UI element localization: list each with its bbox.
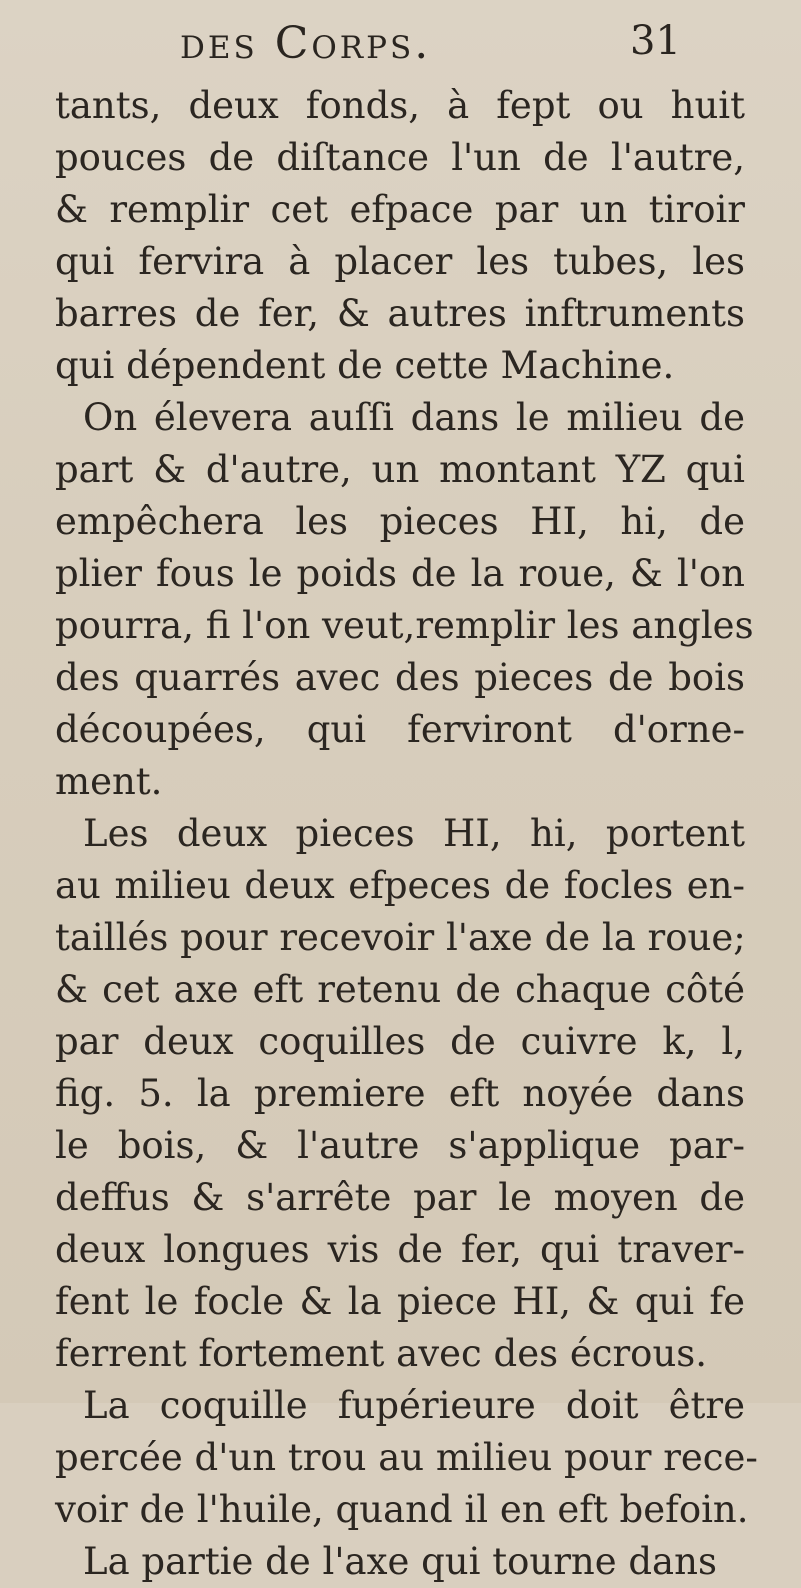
text-line: fig. 5. la premiere eft noyée dans	[55, 1072, 745, 1115]
text-line: qui dépendent de cette Machine.	[55, 344, 675, 387]
text-line: taillés pour recevoir l'axe de la roue;	[55, 916, 746, 959]
text-line: deffus & s'arrête par le moyen de	[55, 1176, 745, 1219]
running-title: des Corps.	[180, 18, 432, 69]
running-header	[0, 18, 801, 68]
text-line: le bois, & l'autre s'applique par-	[55, 1124, 745, 1167]
text-line: La partie de l'axe qui tourne dans	[83, 1540, 717, 1583]
text-line: & remplir cet efpace par un tiroir	[55, 188, 745, 231]
text-line: & cet axe eft retenu de chaque côté	[55, 968, 745, 1011]
text-line: pouces de diſtance l'un de l'autre,	[55, 136, 745, 179]
text-line: découpées, qui ferviront d'orne-	[55, 708, 745, 751]
text-line: barres de fer, & autres inftruments	[55, 292, 745, 335]
text-line: au milieu deux efpeces de focles en-	[55, 864, 745, 907]
text-line: Les deux pieces HI, hi, portent	[83, 812, 745, 855]
text-line: qui fervira à placer les tubes, les	[55, 240, 745, 283]
text-line: empêchera les pieces HI, hi, de	[55, 500, 745, 543]
page-number: 31	[630, 18, 681, 64]
text-line: On élevera auſſi dans le milieu de	[83, 396, 745, 439]
text-line: La coquille fupérieure doit être	[83, 1384, 745, 1427]
text-line: voir de l'huile, quand il en eft befoin.	[55, 1488, 749, 1531]
text-line: percée d'un trou au milieu pour rece-	[55, 1436, 758, 1479]
text-line: ment.	[55, 760, 163, 803]
text-line: tants, deux fonds, à fept ou huit	[55, 84, 745, 127]
text-line: pourra, fi l'on veut,remplir les angles	[55, 604, 754, 647]
body-text	[55, 80, 758, 1588]
text-line: fent le focle & la piece HI, & qui fe	[55, 1280, 745, 1323]
text-line: des quarrés avec des pieces de bois	[55, 656, 745, 699]
text-line: deux longues vis de fer, qui traver-	[55, 1228, 745, 1271]
text-line: plier fous le poids de la roue, & l'on	[55, 552, 745, 595]
text-line: ferrent fortement avec des écrous.	[55, 1332, 708, 1375]
text-line: part & d'autre, un montant YZ qui	[55, 448, 745, 491]
text-line: par deux coquilles de cuivre k, l,	[55, 1020, 745, 1063]
